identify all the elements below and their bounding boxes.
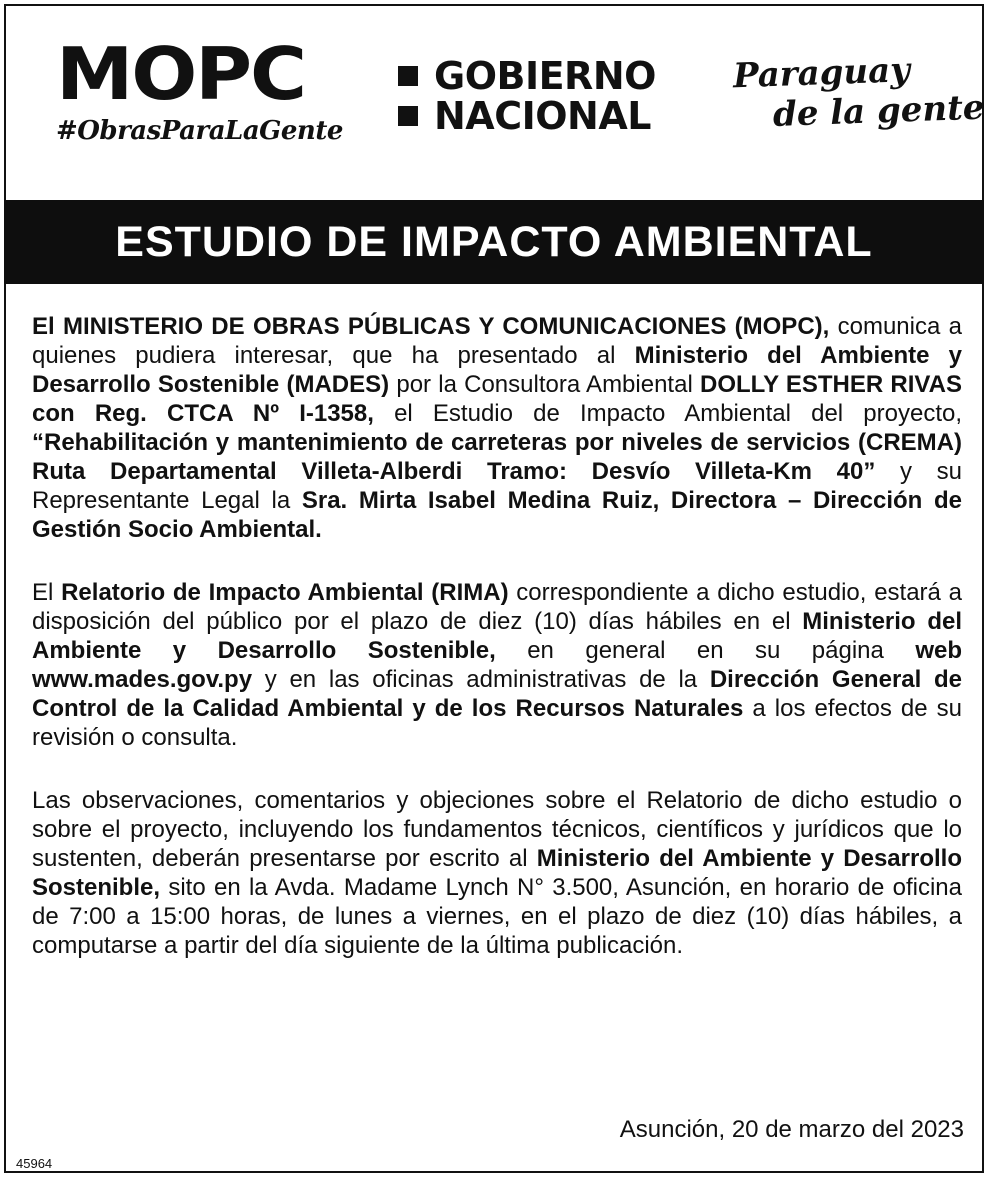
bold-text-segment: Dirección General de Control de la Calidad Ambiental y de los Recursos Naturales <box>32 666 962 722</box>
text-segment: por la Consultora Ambiental <box>389 371 700 398</box>
gobierno-line-1: GOBIERNO <box>434 54 656 98</box>
text-segment: a los efectos de su revisión o consulta. <box>32 695 962 751</box>
date-line: Asunción, 20 de marzo del 2023 <box>619 1116 964 1143</box>
text-segment: y su Representante Legal la <box>32 458 963 514</box>
paragraph-2 <box>32 578 962 752</box>
square-bullet-icon <box>398 66 418 86</box>
paragraph-1 <box>32 312 962 544</box>
text-segment: sito en la Avda. Madame Lynch N° 3.500, Asunción, en horario de oficina de 7:00 a 15:00 horas, de lunes a viernes, en el plazo de diez (10) días hábiles, a computarse a partir del día siguiente de la última publicación. <box>32 874 962 959</box>
notice-body <box>32 312 962 994</box>
paragraph-3 <box>32 786 962 960</box>
text-segment: el Estudio de Impacto Ambiental del proyecto, <box>373 400 962 427</box>
paraguay-line-1: Paraguay <box>732 50 911 97</box>
bold-text-segment: Ministerio del Ambiente y Desarrollo Sostenible (MADES) <box>32 342 963 398</box>
paraguay-de-la-gente-logo <box>732 50 986 135</box>
bold-text-segment: Ministerio del Ambiente y Desarrollo Sostenible, <box>32 845 962 901</box>
mopc-tagline: #ObrasParaLaGente <box>56 116 343 146</box>
square-bullet-icon <box>398 106 418 126</box>
bold-text-segment: Ministerio del Ambiente y Desarrollo Sostenible, <box>32 608 962 664</box>
text-segment: El <box>32 579 62 606</box>
mopc-logo <box>56 32 343 146</box>
bold-text-segment: “Rehabilitación y mantenimiento de carreteras por niveles de servicios (CREMA) Ruta Departamental Villeta-Alberdi Tramo: Desvío Villeta-Km 40” <box>32 429 962 485</box>
text-segment: correspondiente a dicho estudio, estará a disposición del público por el plazo de diez (10) días hábiles en el <box>32 579 962 635</box>
text-segment: comunica a quienes pudiera interesar, que ha presentado al <box>32 313 962 369</box>
reference-number: 45964 <box>16 1156 53 1171</box>
bold-text-segment: Relatorio de Impacto Ambiental (RIMA) <box>61 579 509 606</box>
paraguay-line-2: de la gente <box>772 87 986 135</box>
title-banner <box>4 200 984 284</box>
text-segment: y en las oficinas administrativas de la <box>252 666 710 693</box>
text-segment: en general en su página <box>495 637 916 664</box>
mopc-logo-word: MOPC <box>56 32 305 116</box>
text-segment: Las observaciones, comentarios y objeciones sobre el Relatorio de dicho estudio o sobre el proyecto, incluyendo los fundamentos técnicos, científicos y jurídicos que lo sustenten, deberán presentarse por escrito al <box>32 787 962 872</box>
gobierno-nacional-logo <box>398 56 656 136</box>
page-title: ESTUDIO DE IMPACTO AMBIENTAL <box>115 217 873 266</box>
bold-text-segment: Sra. Mirta Isabel Medina Ruiz, Directora – Dirección de Gestión Socio Ambiental. <box>32 487 962 543</box>
gobierno-line-2: NACIONAL <box>434 94 651 138</box>
bold-text-segment: web www.mades.gov.py <box>32 637 962 693</box>
bold-text-segment: El MINISTERIO DE OBRAS PÚBLICAS Y COMUNICACIONES (MOPC), <box>32 313 830 340</box>
bold-text-segment: DOLLY ESTHER RIVAS con Reg. CTCA Nº I-1358, <box>32 371 962 427</box>
